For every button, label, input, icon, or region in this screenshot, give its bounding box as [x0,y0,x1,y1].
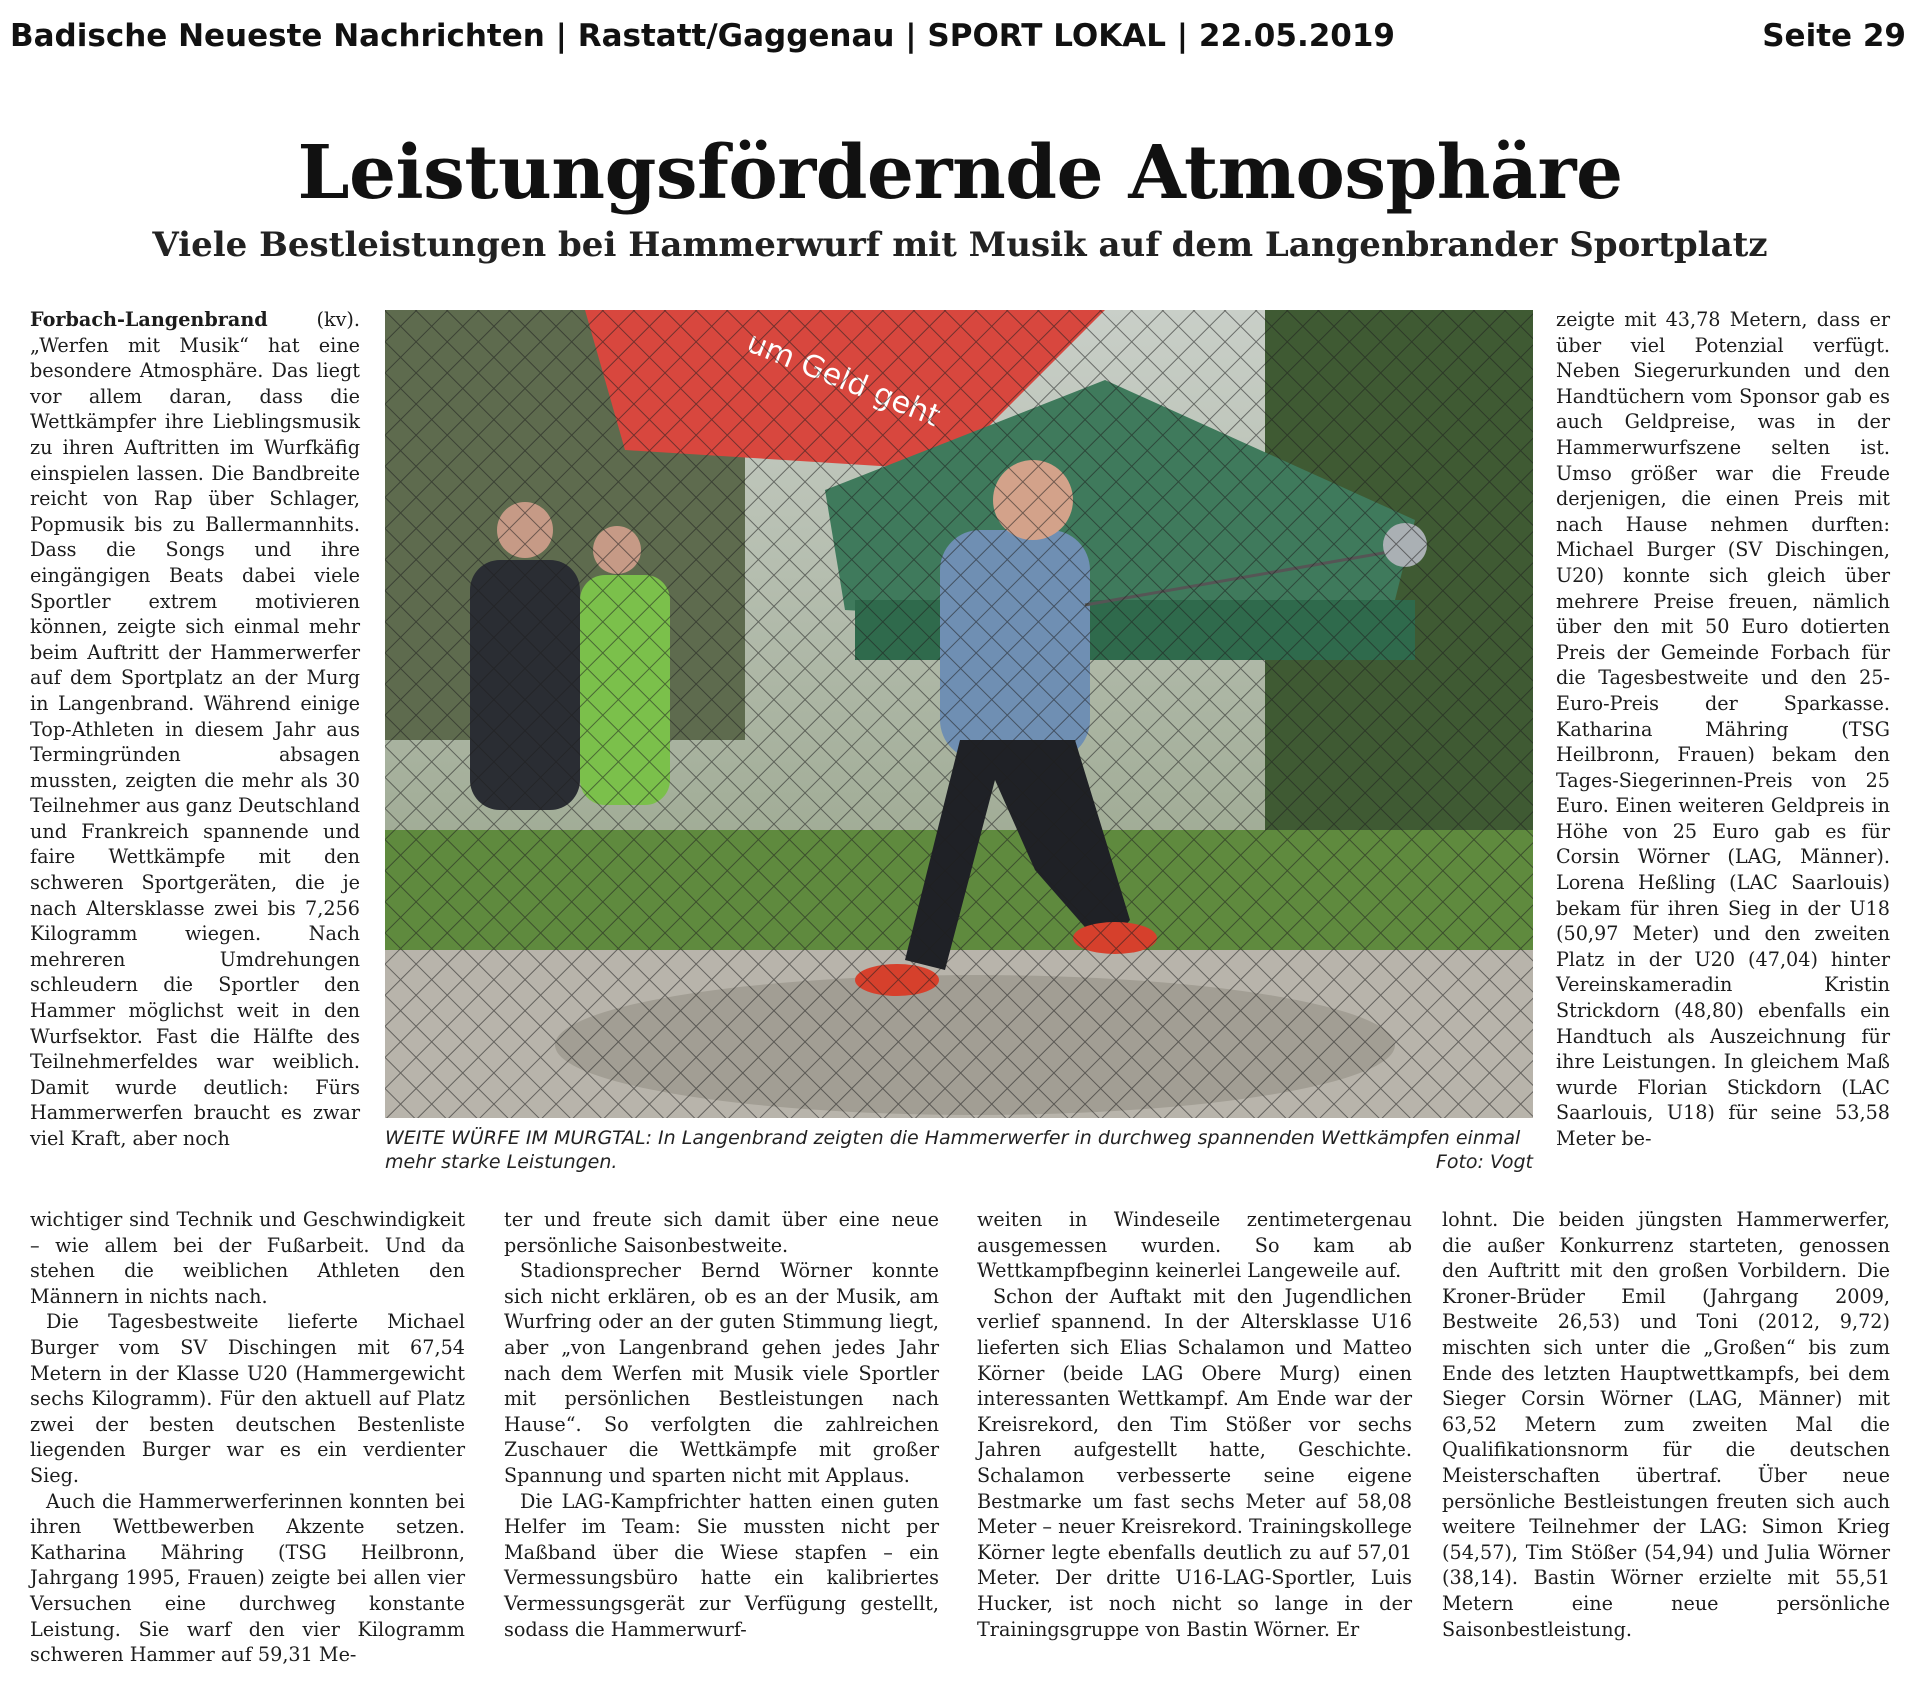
dateline: Forbach-Langenbrand [30,308,268,331]
paragraph: Stadionsprecher Bernd Wörner konnte sich nicht erklären, ob es an der Musik, am Wurfring oder an der guten Stimmung liegt, aber „von Langenbrand gehen jedes Jahr nach dem Werfen mit Musik viele Sportler mit persönlichen Bestleistungen nach Hause“. So verfolgten die zahlreichen Zuschauer die Wettkämpfe mit großer Spannung und sparten nicht mit Applaus. [504,1259,939,1487]
column-1-top [30,307,360,1152]
column-4-bottom [1442,1207,1890,1642]
page-number: Seite 29 [1762,18,1906,54]
paragraph: wichtiger sind Technik und Geschwindigkeit – wie allem bei der Fußarbeit. Und da stehen die weiblichen Athleten den Männern in nichts nach. [30,1208,465,1308]
lead-text: (kv). „Werfen mit Musik“ hat eine besondere Atmosphäre. Das liegt vor allem daran, dass die Wettkämpfer ihre Lieblingsmusik zu ihren Auftritten im Wurfkäfig einspielen lassen. Die Bandbreite reicht von Rap über Schlager, Popmusik bis zu Ballermannhits. Dass die Songs und ihre eingängigen Beats dabei viele Sportler extrem motivieren können, zeigte sich einmal mehr beim Auftritt der Hammerwerfer auf dem Sportplatz an der Murg in Langenbrand. Während einige Top-Athleten in diesem Jahr aus Termingründen absagen mussten, zeigten die mehr als 30 Teilnehmer aus ganz Deutschland und Frankreich spannende und faire Wettkämpfe mit den schweren Sportgeräten, die je nach Altersklasse zwei bis 7,256 Kilogramm wiegen. Nach mehreren Umdrehungen schleudern die Sportler den Hammer möglichst weit in den Wurfsektor. Fast die Hälfte des Teilnehmerfeldes war weiblich. Damit wurde deutlich: Fürs Hammerwerfen braucht es zwar viel Kraft, aber noch [30,308,360,1150]
headline: Leistungsfördernde Atmosphäre [297,130,1623,216]
article-lead-paragraph [30,307,360,1152]
publication-line: Badische Neueste Nachrichten | Rastatt/Gaggenau | SPORT LOKAL | 22.05.2019 [10,18,1395,54]
column-4-top-text: zeigte mit 43,78 Metern, dass er über viel Potenzial verfügt. Neben Siegerurkunden und den Handtüchern vom Sponsor gab es auch Geldpreise, was in der Hammerwurfszene selten ist. Umso größer war die Freude derjenigen, die einen Preis mit nach Hause nehmen durften: Michael Burger (SV Dischingen, U20) konnte sich gleich über mehrere Preise freuen, nämlich über den mit 50 Euro dotierten Preis der Gemeinde Forbach für die Tagesbestweite und den 25-Euro-Preis der Sparkasse. Katharina Mähring (TSG Heilbronn, Frauen) bekam den Tages-Siegerinnen-Preis von 25 Euro. Einen weiteren Geldpreis in Höhe von 25 Euro gab es für Corsin Wörner (LAG, Männer). Lorena Heßling (LAC Saarlouis) bekam für ihren Sieg in der U18 (50,97 Meter) und den zweiten Platz in der U20 (47,04) hinter Vereinskameradin Kristin Strickdorn (48,80) ebenfalls ein Handtuch als Auszeichnung für ihre Leistungen. In gleichem Maß wurde Florian Stickdorn (LAC Saarlouis, U18) für seine 53,58 Meter be- [1556,308,1890,1150]
column-4-top [1556,307,1890,1152]
photo-credit: Foto: Vogt [1435,1151,1533,1173]
caption-text: WEITE WÜRFE IM MURGTAL: In Langenbrand zeigten die Hammerwerfer in durchweg spannenden Wettkämpfen einmal mehr starke Leistungen. [385,1127,1521,1173]
article-photo [385,310,1533,1118]
photo-caption [385,1126,1533,1174]
column-1-bottom [30,1207,465,1668]
paragraph: lohnt. Die beiden jüngsten Hammerwerfer, die außer Konkurrenz starteten, genossen den Auftritt mit den großen Vorbildern. Die Kroner-Brüder Emil (Jahrgang 2009, Bestweite 26,53) und Toni (2012, 9,72) mischten sich unter die „Großen“ bis zum Ende des letzten Hauptwettkampfs, bei dem Sieger Corsin Wörner (LAG, Männer) mit 63,52 Metern zum zweiten Mal die Qualifikationsnorm für die deutschen Meisterschaften übertraf. Über neue persönliche Bestleistungen freuten sich auch weitere Teilnehmer der LAG: Simon Krieg (54,57), Tim Stößer (54,94) und Julia Wörner (38,14). Bastin Wörner erzielte mit 55,51 Metern eine neue persönliche Saisonbestleistung. [1442,1208,1890,1641]
paragraph: ter und freute sich damit über eine neue persönliche Saisonbestweite. [504,1208,939,1257]
paragraph: Auch die Hammerwerferinnen konnten bei ihren Wettbewerben Akzente setzen. Katharina Mähring (TSG Heilbronn, Jahrgang 1995, Frauen) zeigte bei allen vier Versuchen eine durchweg konstante Leistung. Sie warf den vier Kilogramm schweren Hammer auf 59,31 Me- [30,1489,465,1667]
paragraph: Die LAG-Kampfrichter hatten einen guten Helfer im Team: Sie mussten nicht per Maßband über die Wiese stapfen – ein Vermessungsbüro hatte ein kalibriertes Vermessungsgerät zur Verfügung gestellt, sodass die Hammerwurf- [504,1489,939,1641]
paragraph: Die Tagesbestweite lieferte Michael Burger vom SV Dischingen mit 67,54 Metern in der Klasse U20 (Hammergewicht sechs Kilogramm). Für den aktuell auf Platz zwei der besten deutschen Bestenliste liegenden Burger war es ein verdienter Sieg. [30,1310,465,1487]
paragraph: weiten in Windeseile zentimetergenau ausgemessen wurden. So kam ab Wettkampfbeginn keinerlei Langeweile auf. [977,1208,1412,1283]
page-header [8,18,1912,62]
paragraph: Schon der Auftakt mit den Jugendlichen verlief spannend. In der Altersklasse U16 lieferten sich Elias Schalamon und Matteo Körner (beide LAG Obere Murg) einen interessanten Wettkampf. Am Ende war der Kreisrekord, den Tim Stößer vor sechs Jahren aufgestellt hatte, Geschichte. Schalamon verbesserte seine eigene Bestmarke um fast sechs Meter auf 58,08 Meter – neuer Kreisrekord. Trainingskollege Körner legte ebenfalls deutlich zu auf 57,01 Meter. Der dritte U16-LAG-Sportler, Luis Hucker, ist noch nicht so lange in der Trainingsgruppe von Bastin Wörner. Er [977,1284,1412,1641]
column-3 [977,1207,1412,1642]
hammer-thrower-photo [385,310,1533,1118]
subheadline: Viele Bestleistungen bei Hammerwurf mit Musik auf dem Langenbrander Sportplatz [152,225,1768,265]
column-2 [504,1207,939,1642]
